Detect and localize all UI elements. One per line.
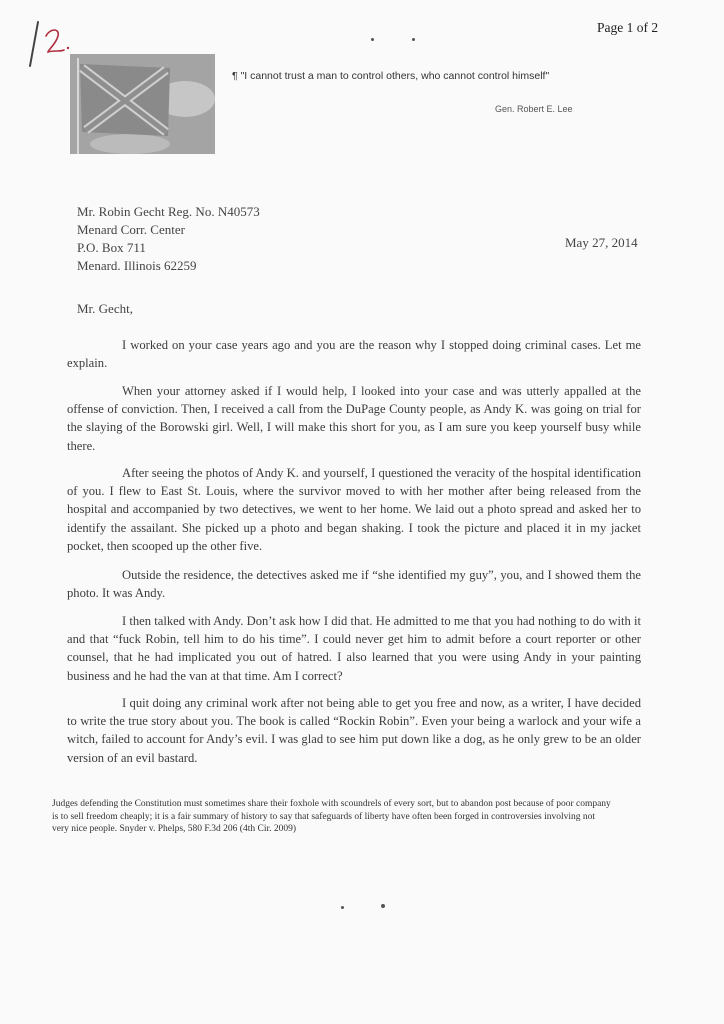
letter-date: May 27, 2014 — [565, 235, 638, 250]
body-paragraph: When your attorney asked if I would help, I looked into your case and was utterly appalled at the offense of conviction. Then, I received a call from the DuPage County people, as Andy K. was going on trial for the slaying of the Borowski girl. Well, I will make this short for you, as I am sure you keep yourself busy while there. — [67, 384, 641, 453]
recipient-address — [77, 203, 260, 275]
handwritten-mark-text — [0, 0, 1, 1]
body-paragraph: Outside the residence, the detectives asked me if “she identified my guy”, you, and I showed them the photo. It was Andy. — [67, 568, 641, 601]
scan-speck — [381, 904, 385, 908]
quote-attribution: Gen. Robert E. Lee — [495, 104, 573, 114]
body-paragraph: After seeing the photos of Andy K. and yourself, I questioned the veracity of the hospital identification of you. I flew to East St. Louis, where the survivor moved to with her mother after being released from the hospital and accompanied by two detectives, we went to her home. We laid out a photo spread and asked her to identify the assailant. She picked up a photo and began shaking. I took the picture and placed it in my jacket pocket, then scooped up the other five. — [67, 466, 641, 553]
body-paragraph: I worked on your case years ago and you are the reason why I stopped doing criminal cases. Let me explain. — [67, 338, 641, 371]
body-paragraph: I then talked with Andy. Don’t ask how I did that. He admitted to me that you had nothing to do with it and that “fuck Robin, tell him to do his time”. I could never get him to admit before a court reporter or other counsel, that he had implicated you out of hatred. I also learned that you were using Andy in your painting business and he had the van at that time. Am I correct? — [67, 614, 641, 683]
epigraph-quote — [232, 70, 549, 82]
address-line: Menard Corr. Center — [77, 222, 185, 237]
address-line: P.O. Box 711 — [77, 240, 146, 255]
scan-speck — [412, 38, 415, 41]
footer-legal-quote: Judges defending the Constitution must sometimes share their foxhole with scoundrels of every sort, but to abandon post because of poor company is to sell freedom cheaply; it is a fair summary of history to say that safeguards of liberty have often been forged in controversies involving not very nice people. Snyder v. Phelps, 580 F.3d 206 (4th Cir. 2009) — [52, 799, 611, 834]
page-number: Page 1 of 2 — [597, 20, 659, 35]
pilcrow-icon: ¶ — [232, 70, 238, 82]
scan-speck — [371, 38, 374, 41]
address-line: Menard. Illinois 62259 — [77, 258, 197, 273]
scan-speck — [341, 906, 344, 909]
quote-text: "I cannot trust a man to control others, who cannot control himself" — [240, 70, 550, 82]
address-line: Mr. Robin Gecht Reg. No. N40573 — [77, 204, 260, 219]
confederate-flag-image — [70, 54, 215, 154]
salutation: Mr. Gecht, — [77, 301, 133, 316]
body-paragraph: I quit doing any criminal work after not being able to get you free and now, as a writer, I have decided to write the true story about you. The book is called “Rockin Robin”. Even your being a warlock and your wife a witch, failed to account for Andy’s evil. I was glad to see him put down like a dog, as he only grew to be an older version of an evil bastard. — [67, 696, 641, 765]
